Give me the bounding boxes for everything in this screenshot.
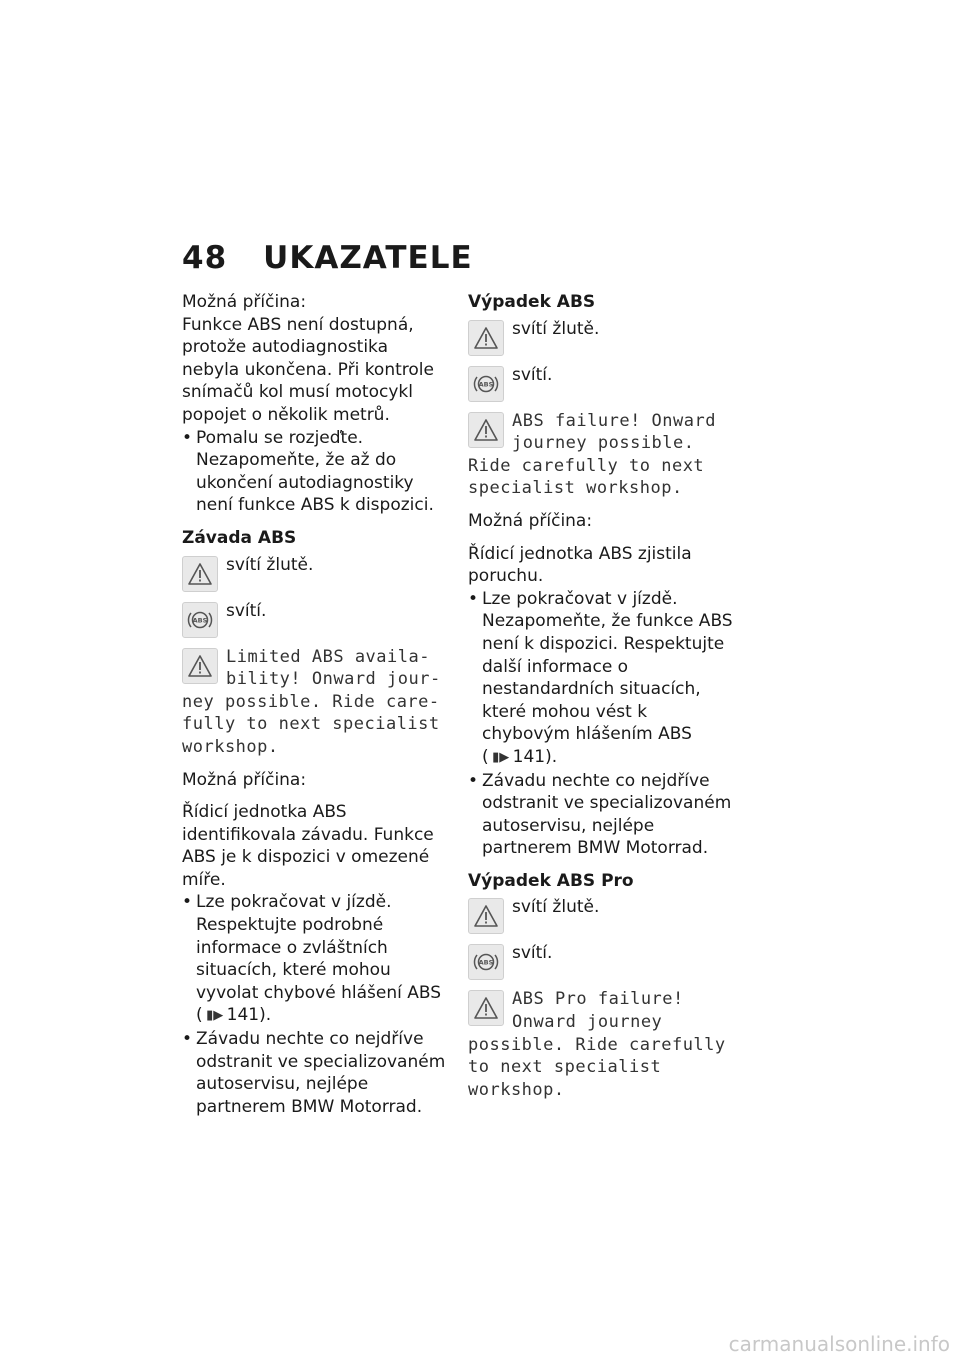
bullet-text: Lze pokračovat v jízdě. Respektujte podrobné informace o zvláštních situacích, které mohou vyvolat chybové hlášení ABS xyxy=(196,892,442,1003)
warning-triangle-icon xyxy=(182,648,218,684)
cause-label: Možná příčina: xyxy=(182,769,307,790)
tft-message-rest: bility! Onward jour-ney possible. Ride care-fully to next specialist workshop. xyxy=(182,669,441,757)
section-title-abs-failure: Výpadek ABS xyxy=(468,292,596,312)
tft-message-rest: Onward journey possible. Ride carefully to next specialist workshop. xyxy=(468,1012,726,1100)
abs-lamp-row xyxy=(468,942,736,984)
warning-lamp-row xyxy=(468,896,736,938)
svg-text:ABS: ABS xyxy=(478,958,494,967)
warning-lamp-text: svítí žlutě. xyxy=(512,318,600,339)
abs-lamp-text: svítí. xyxy=(512,943,553,964)
tft-message-rest: journey possible. Ride carefully to next specialist workshop. xyxy=(468,433,705,499)
warning-lamp-row xyxy=(468,318,736,360)
warning-triangle-icon xyxy=(182,556,218,592)
warning-triangle-icon xyxy=(468,412,504,448)
bullet-item: • Pomalu se rozjeďte. Nezapomeňte, že až do ukončení autodiagnostiky není funkce ABS k dispozici. xyxy=(182,427,450,517)
section-title-abs-fault: Závada ABS xyxy=(182,527,297,548)
page-reference[interactable]: 141 xyxy=(226,1005,260,1026)
bullet-item: • Lze pokračovat v jízdě. Respektujte podrobné informace o zvláštních situacích, které mohou vyvolat chybové hlášení ABS ( ▮▶ 141). xyxy=(182,891,450,1028)
cause-label: Možná příčina: xyxy=(182,292,307,312)
bullet-item: • Závadu nechte co nejdříve odstranit ve specializovaném autoservisu, nejlépe partnerem BMW Motorrad. xyxy=(182,1028,450,1118)
page-title: UKAZATELE xyxy=(263,240,473,276)
abs-lamp-icon xyxy=(468,366,504,402)
abs-lamp-icon xyxy=(182,602,218,638)
page-number: 48 xyxy=(182,240,228,276)
svg-text:ABS: ABS xyxy=(478,380,494,389)
warning-triangle-icon xyxy=(468,898,504,934)
tft-message-first-line: ABS failure! Onward xyxy=(512,410,716,431)
abs-lamp-row xyxy=(182,600,450,642)
warning-lamp-text: svítí žlutě. xyxy=(512,897,600,918)
cause-text: Funkce ABS není dostupná, protože autodiagnostika nebyla ukončena. Při kontrole snímačů kol musí motocykl popojet o několik metrů. xyxy=(182,314,434,425)
cause-label: Možná příčina: xyxy=(468,510,593,531)
abs-lamp-text: svítí. xyxy=(226,600,267,621)
page-reference[interactable]: 141 xyxy=(512,746,546,767)
warning-triangle-icon xyxy=(468,320,504,356)
page-header xyxy=(182,240,473,276)
tft-message-row xyxy=(182,646,450,759)
page-reference-arrow-icon: ▮▶ xyxy=(492,749,510,765)
watermark: carmanualsonline.info xyxy=(728,1332,950,1356)
tft-message-row xyxy=(468,988,736,1101)
bullet-item: • Lze pokračovat v jízdě. Nezapomeňte, že funkce ABS není k dispozici. Respektujte další informace o nestandardních situacích, které mohou vést k chybovým hlášením ABS ( ▮▶ 141). xyxy=(468,588,736,770)
warning-lamp-text: svítí žlutě. xyxy=(226,554,314,575)
left-column xyxy=(182,291,450,1118)
page-reference-arrow-icon: ▮▶ xyxy=(206,1008,224,1024)
section-title-abs-pro-failure: Výpadek ABS Pro xyxy=(468,870,634,891)
warning-lamp-row xyxy=(182,554,450,596)
abs-lamp-text: svítí. xyxy=(512,364,553,385)
bullet-item: • Závadu nechte co nejdříve odstranit ve specializovaném autoservisu, nejlépe partnerem BMW Motorrad. xyxy=(468,770,736,860)
tft-message-first-line: ABS Pro failure! xyxy=(512,989,684,1010)
cause-text: Řídicí jednotka ABS zjistila poruchu. xyxy=(468,543,692,587)
warning-triangle-icon xyxy=(468,990,504,1026)
right-column xyxy=(468,291,736,1101)
tft-message-first-line: Limited ABS availa- xyxy=(226,646,430,667)
tft-message-row xyxy=(468,410,736,500)
bullet-text: Lze pokračovat v jízdě. Nezapomeňte, že funkce ABS není k dispozici. Respektujte další informace o nestandardních situacích, které mohou vést k chybovým hlášením ABS xyxy=(482,588,733,745)
abs-lamp-icon xyxy=(468,944,504,980)
abs-lamp-row xyxy=(468,364,736,406)
cause-text: Řídicí jednotka ABS identifikovala závadu. Funkce ABS je k dispozici v omezené míře. xyxy=(182,802,434,890)
svg-text:ABS: ABS xyxy=(192,616,208,625)
